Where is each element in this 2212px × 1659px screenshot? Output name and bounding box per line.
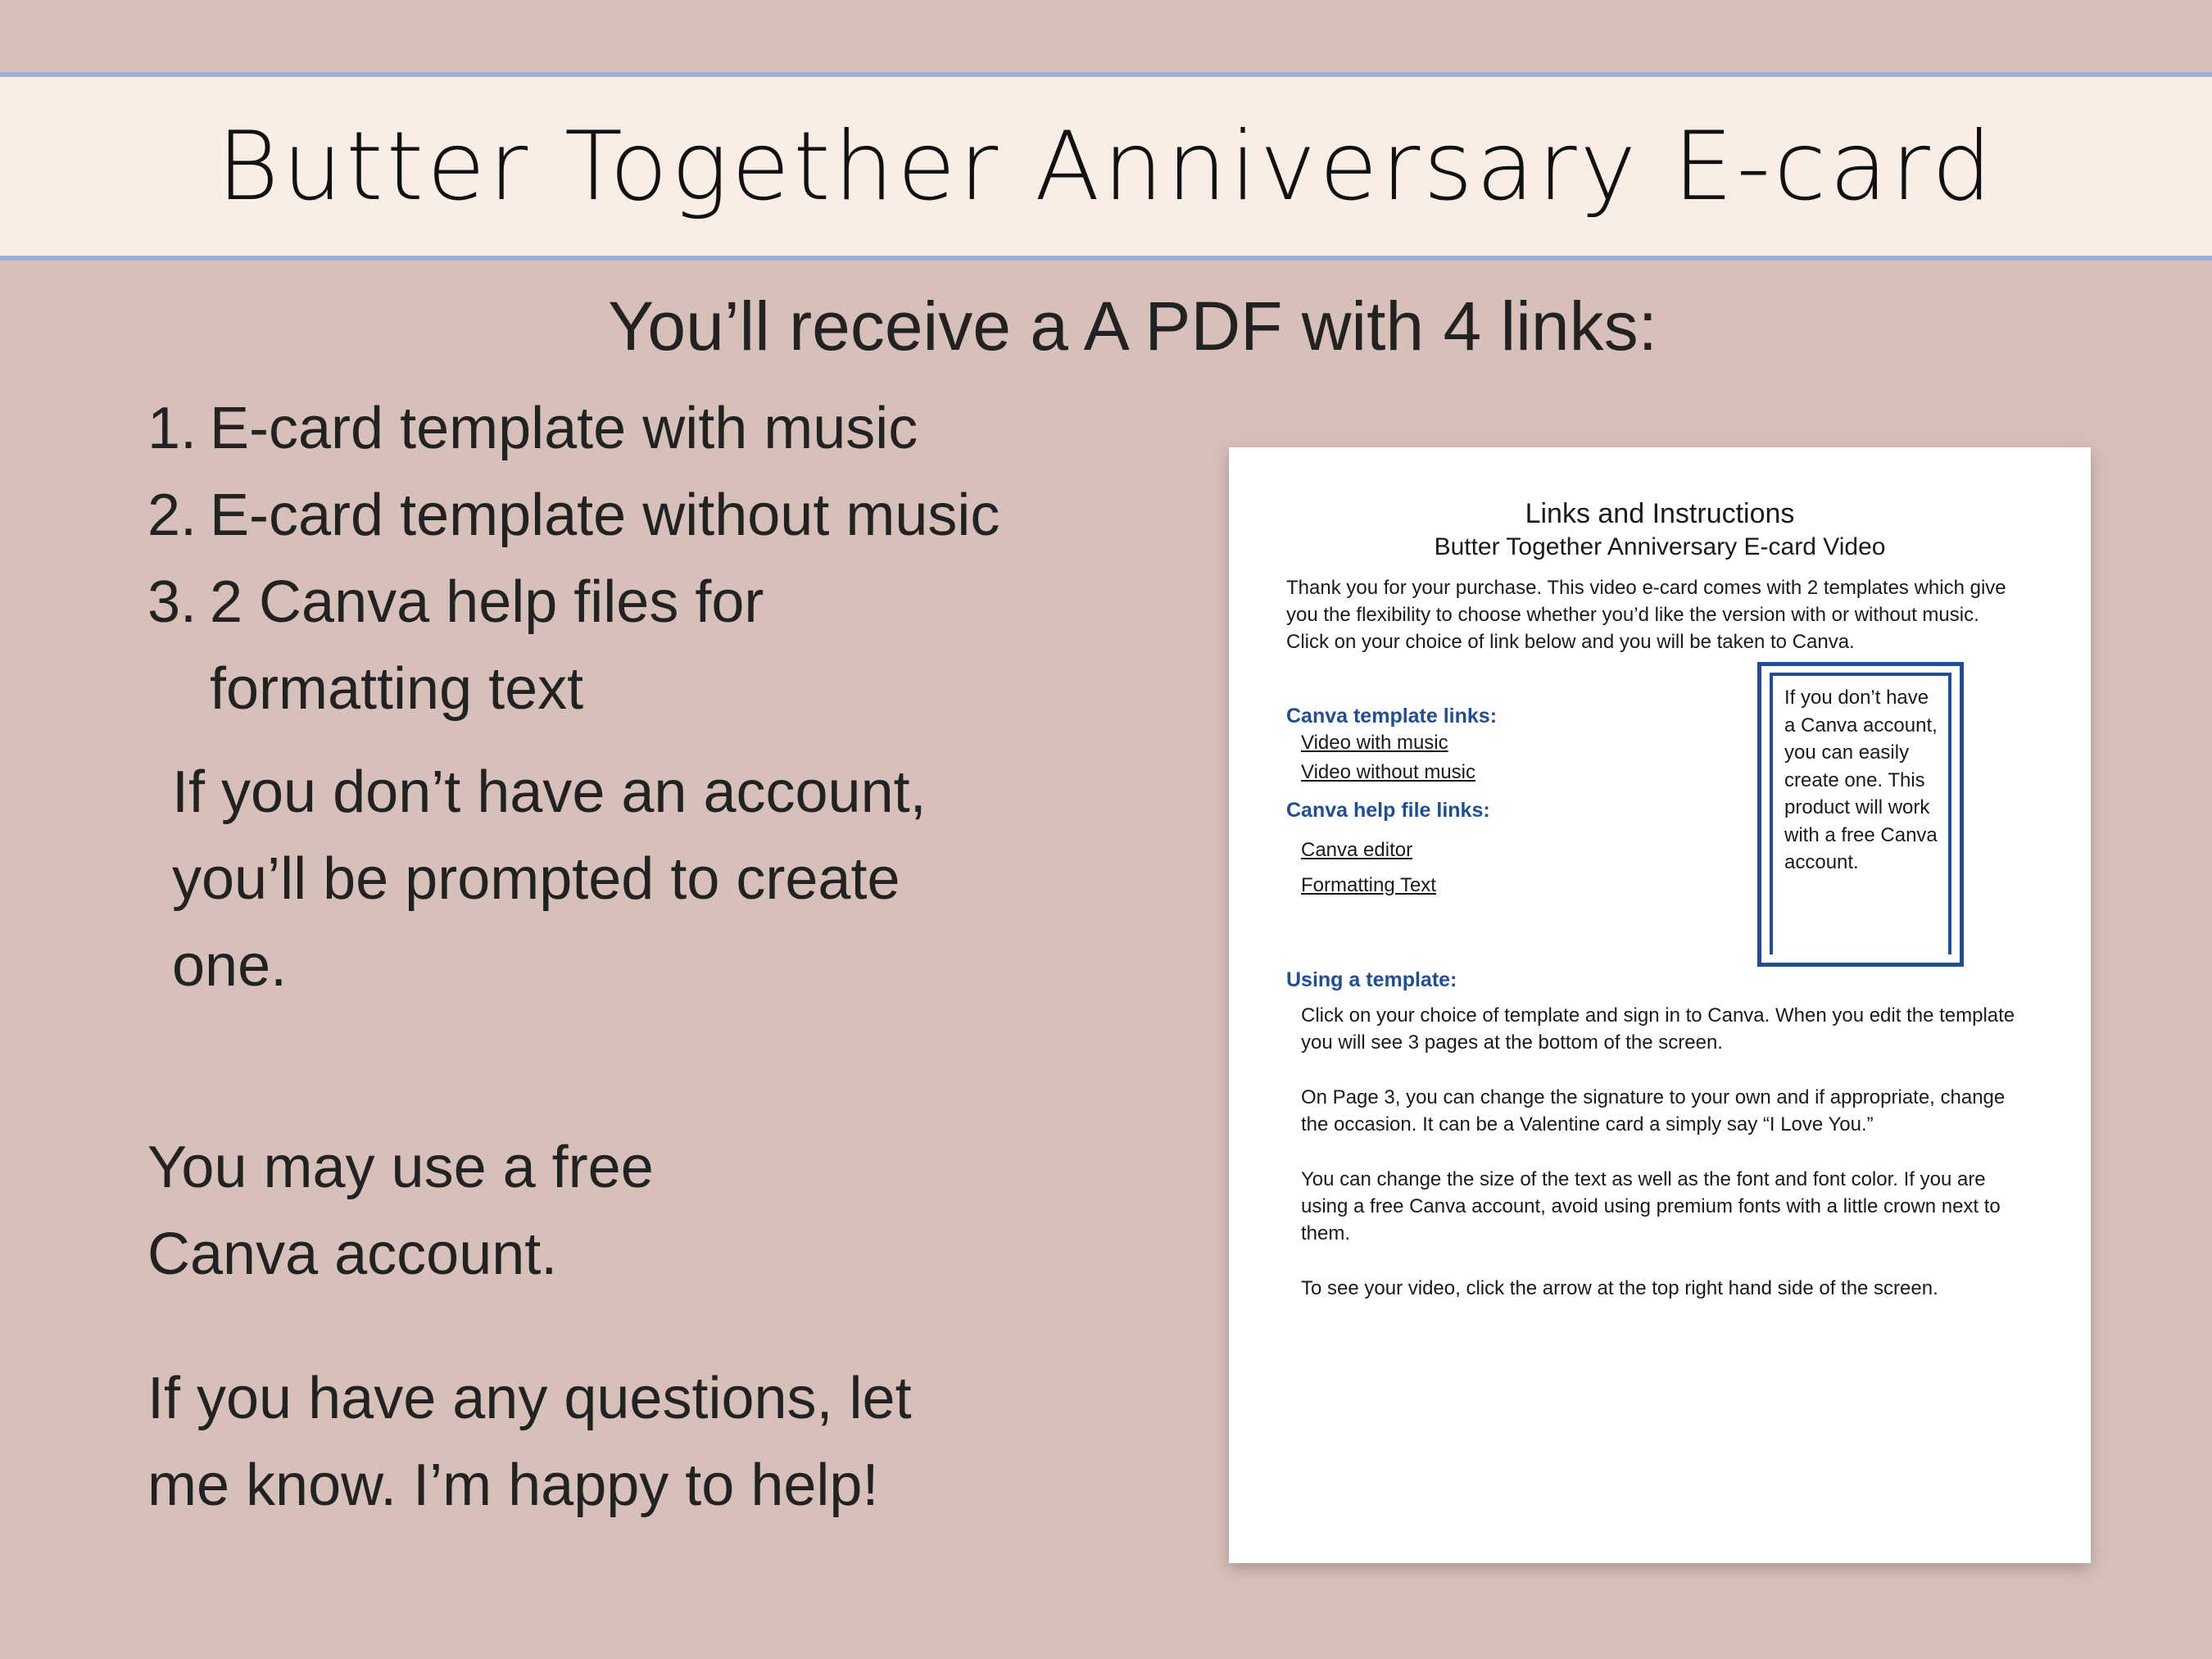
list-item bbox=[147, 472, 1213, 559]
account-note: If you don’t have an account, you’ll be prompted to create one. bbox=[172, 759, 927, 999]
instruction-paragraph: Click on your choice of template and sign in to Canva. When you edit the template you will see 3 pages at the bottom of the screen. bbox=[1301, 1004, 2015, 1054]
list-text: 2 Canva help files for formatting text bbox=[210, 569, 764, 722]
list-text: E-card template without music bbox=[210, 483, 1000, 548]
doc-intro: Thank you for your purchase. This video e-card comes with 2 templates which give you the flexibility to choose whether you’d like the version with or without music. Click on your choice of link below and you will be taken to Canva. bbox=[1286, 577, 2006, 653]
doc-subtitle: Butter Together Anniversary E-card Video bbox=[1434, 533, 1886, 560]
using-template-instructions bbox=[1286, 1002, 2033, 1302]
using-template-heading: Using a template: bbox=[1286, 968, 1457, 991]
help-note: If you have any questions, let me know. I’m happy to help! bbox=[147, 1366, 912, 1518]
callout-text: If you don’t have a Canva account, you can easily create one. This product will work with a free Canva account. bbox=[1784, 687, 1938, 873]
template-links-heading: Canva template links: bbox=[1286, 705, 1498, 728]
help-links-heading: Canva help file links: bbox=[1286, 799, 1490, 822]
left-column bbox=[147, 385, 1213, 1529]
doc-title: Links and Instructions bbox=[1525, 498, 1795, 529]
help-links bbox=[1286, 832, 1761, 903]
instruction-paragraph: You can change the size of the text as well as the font and font color. If you are using a free Canva account, avoid using premium fonts with a little crown next to them. bbox=[1301, 1168, 2001, 1244]
list-number: 2. bbox=[147, 483, 197, 548]
list-item bbox=[147, 559, 1029, 732]
title-banner bbox=[0, 72, 2212, 261]
video-with-music-link[interactable]: Video with music bbox=[1301, 732, 1448, 754]
video-without-music-link[interactable]: Video without music bbox=[1301, 761, 1475, 783]
canva-editor-link[interactable]: Canva editor bbox=[1301, 839, 1413, 861]
list-text: E-card template with music bbox=[210, 396, 918, 461]
list-item bbox=[147, 385, 1213, 472]
free-account-note: You may use a free Canva account. bbox=[147, 1135, 654, 1287]
list-number: 3. bbox=[147, 569, 197, 635]
list-number: 1. bbox=[147, 396, 197, 461]
instruction-paragraph: On Page 3, you can change the signature to your own and if appropriate, change the occasion. It can be a Valentine card a simply say “I Love You.” bbox=[1301, 1086, 2006, 1135]
included-links-list bbox=[147, 385, 1213, 732]
instruction-paragraph: To see your video, click the arrow at the top right hand side of the screen. bbox=[1301, 1277, 1938, 1299]
links-section bbox=[1286, 705, 1761, 903]
account-callout-box bbox=[1757, 662, 1964, 967]
pdf-preview-page bbox=[1229, 447, 2091, 1563]
doc-body bbox=[1286, 687, 2033, 1302]
page-title: Butter Together Anniversary E-card bbox=[216, 111, 1996, 222]
formatting-text-link[interactable]: Formatting Text bbox=[1301, 874, 1436, 896]
pdf-links-subtitle: You’ll receive a A PDF with 4 links: bbox=[608, 288, 1657, 365]
